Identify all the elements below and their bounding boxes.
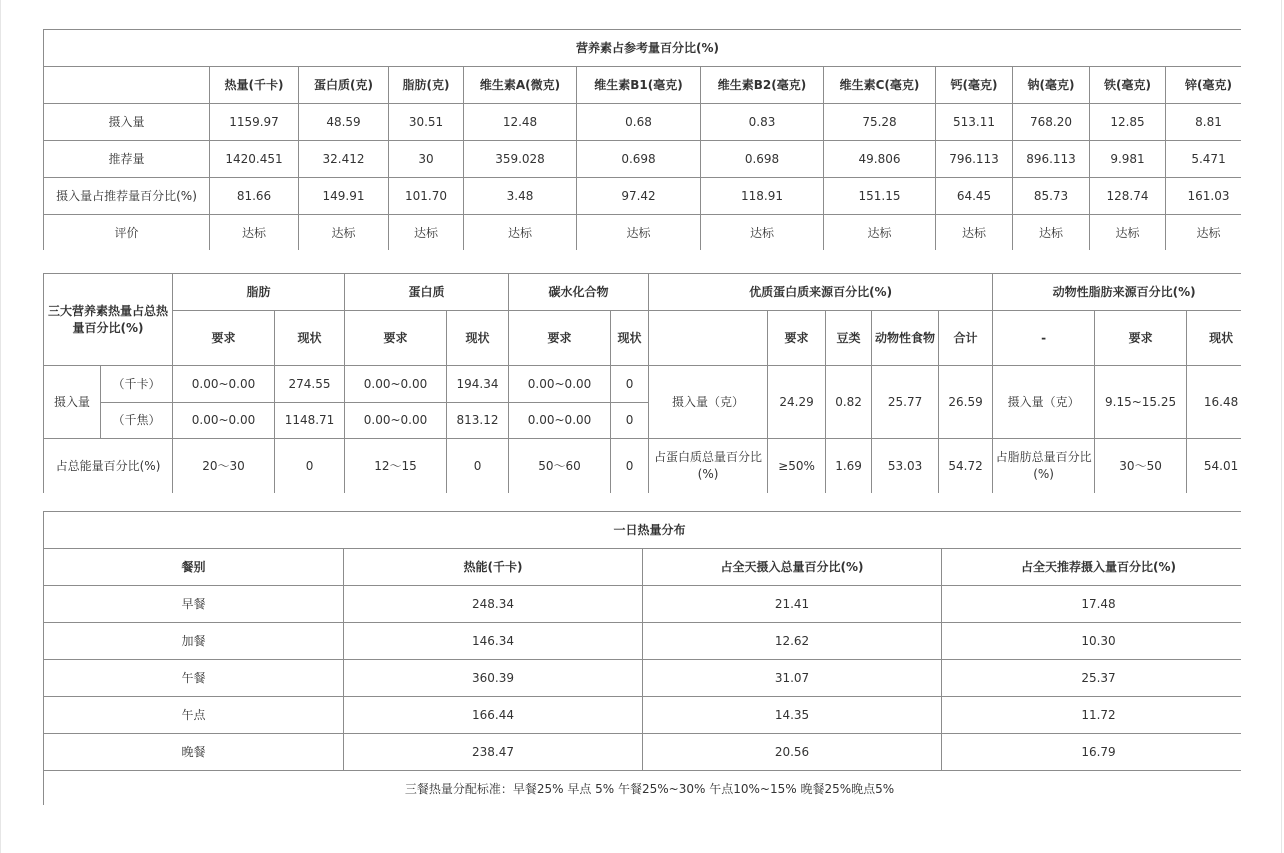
requirement-header: 要求 [509, 311, 611, 366]
table-cell: 75.28 [824, 104, 936, 141]
unit-label: （千焦） [101, 403, 173, 439]
current-header: 现状 [1187, 311, 1241, 366]
table-cell: 12～15 [345, 439, 447, 494]
table-cell: 0.00~0.00 [509, 366, 611, 403]
table-cell: 17.48 [942, 586, 1242, 623]
distribution-standard-note: 三餐热量分配标准：早餐25% 早点 5% 午餐25%~30% 午点10%~15% 晚餐25%晚点5% [44, 771, 1242, 806]
table-cell: 0 [611, 403, 649, 439]
table-cell: 97.42 [577, 178, 701, 215]
header-cell: 锌(毫克) [1166, 67, 1242, 104]
table-cell: 238.47 [344, 734, 643, 771]
table-title: 一日热量分布 [44, 512, 1242, 549]
meal-label: 加餐 [44, 623, 344, 660]
row-label: 摄入量占推荐量百分比(%) [44, 178, 210, 215]
table-cell: 50～60 [509, 439, 611, 494]
requirement-header: 要求 [345, 311, 447, 366]
fat-header: 脂肪 [173, 274, 345, 311]
header-row [44, 67, 1242, 104]
header-cell: 维生素A(微克) [464, 67, 577, 104]
table-cell: 194.34 [447, 366, 509, 403]
table-cell: 128.74 [1090, 178, 1166, 215]
table-cell: 达标 [1166, 215, 1242, 251]
table-cell: 11.72 [942, 697, 1242, 734]
table-cell: 26.59 [939, 366, 993, 439]
table-cell: 达标 [389, 215, 464, 251]
table-cell: 360.39 [344, 660, 643, 697]
nutrient-reference-table [43, 29, 1241, 250]
table-row [44, 178, 1242, 215]
header-cell [44, 67, 210, 104]
table-cell: 达标 [936, 215, 1013, 251]
quality-protein-header: 优质蛋白质来源百分比(%) [649, 274, 993, 311]
macronutrient-section [43, 273, 1241, 493]
meal-label: 晚餐 [44, 734, 344, 771]
header-cell: 钠(毫克) [1013, 67, 1090, 104]
table-cell: 54.01 [1187, 439, 1241, 494]
unit-label: （千卡） [101, 366, 173, 403]
table-cell: 274.55 [275, 366, 345, 403]
table-cell: 达标 [701, 215, 824, 251]
table-cell: 248.34 [344, 586, 643, 623]
header-cell: 占全天推荐摄入量百分比(%) [942, 549, 1242, 586]
daily-energy-section [43, 511, 1241, 805]
row-label: 摄入量 [44, 104, 210, 141]
table-cell: 768.20 [1013, 104, 1090, 141]
header-cell: 蛋白质(克) [299, 67, 389, 104]
header-cell: 餐别 [44, 549, 344, 586]
table-cell: 0 [275, 439, 345, 494]
table-cell: 85.73 [1013, 178, 1090, 215]
current-header: 现状 [611, 311, 649, 366]
table-row [44, 215, 1242, 251]
header-cell: 维生素B2(毫克) [701, 67, 824, 104]
table-cell: 0 [447, 439, 509, 494]
animal-food-header: 动物性食物 [872, 311, 939, 366]
requirement-header: 要求 [1095, 311, 1187, 366]
table-cell: 达标 [824, 215, 936, 251]
table-cell: 3.48 [464, 178, 577, 215]
meal-label: 午餐 [44, 660, 344, 697]
table-cell: 513.11 [936, 104, 1013, 141]
table-cell: 53.03 [872, 439, 939, 494]
table-cell: 0.00~0.00 [345, 403, 447, 439]
table-cell: 166.44 [344, 697, 643, 734]
header-cell: 脂肪(克) [389, 67, 464, 104]
header-cell: 热能(千卡) [344, 549, 643, 586]
nutrient-percentage-section [43, 29, 1241, 250]
requirement-header: 要求 [768, 311, 826, 366]
header-row [44, 549, 1242, 586]
table-cell: 0.00~0.00 [173, 403, 275, 439]
table-cell: 24.29 [768, 366, 826, 439]
table-cell: 达标 [210, 215, 299, 251]
table-cell: 10.30 [942, 623, 1242, 660]
table-cell: 0.68 [577, 104, 701, 141]
row-label: 摄入量（克） [993, 366, 1095, 439]
current-header: 现状 [275, 311, 345, 366]
header-cell: 热量(千卡) [210, 67, 299, 104]
table-row [44, 366, 1242, 403]
table-cell: 149.91 [299, 178, 389, 215]
table-cell: 48.59 [299, 104, 389, 141]
table-cell: 达标 [299, 215, 389, 251]
intake-label: 摄入量 [44, 366, 101, 439]
table-cell: 0.00~0.00 [173, 366, 275, 403]
meal-label: 午点 [44, 697, 344, 734]
header-cell: 维生素B1(毫克) [577, 67, 701, 104]
table-cell: 16.79 [942, 734, 1242, 771]
table-cell: 0 [611, 439, 649, 494]
table-cell: 64.45 [936, 178, 1013, 215]
table-cell: 31.07 [643, 660, 942, 697]
table-cell: 1148.71 [275, 403, 345, 439]
table-cell: 161.03 [1166, 178, 1242, 215]
table-cell: 12.85 [1090, 104, 1166, 141]
table-cell: 30 [389, 141, 464, 178]
table-cell: 0 [611, 366, 649, 403]
table-cell: 达标 [464, 215, 577, 251]
table-row [44, 586, 1242, 623]
table-cell: 14.35 [643, 697, 942, 734]
table-cell: 101.70 [389, 178, 464, 215]
table-cell: 0.82 [826, 366, 872, 439]
table-cell: 25.77 [872, 366, 939, 439]
carb-header: 碳水化合物 [509, 274, 649, 311]
table-cell: 146.34 [344, 623, 643, 660]
dash-header: - [993, 311, 1095, 366]
row-label: 评价 [44, 215, 210, 251]
table-cell: 0.698 [577, 141, 701, 178]
table-cell: 359.028 [464, 141, 577, 178]
table-cell: 54.72 [939, 439, 993, 494]
table-cell: 16.48 [1187, 366, 1241, 439]
table-cell: 25.37 [942, 660, 1242, 697]
table-cell: 796.113 [936, 141, 1013, 178]
requirement-header: 要求 [173, 311, 275, 366]
meal-label: 早餐 [44, 586, 344, 623]
macronutrient-energy-table [43, 273, 1241, 493]
protein-header: 蛋白质 [345, 274, 509, 311]
table-title: 营养素占参考量百分比(%) [44, 30, 1242, 67]
corner-header: 三大营养素热量占总热量百分比(%) [44, 274, 173, 366]
row-label: 占总能量百分比(%) [44, 439, 173, 494]
table-cell: 达标 [577, 215, 701, 251]
table-cell: 151.15 [824, 178, 936, 215]
table-cell: 0.83 [701, 104, 824, 141]
table-row [44, 141, 1242, 178]
table-cell: 5.471 [1166, 141, 1242, 178]
table-cell: 81.66 [210, 178, 299, 215]
table-cell: 1420.451 [210, 141, 299, 178]
row-label: 推荐量 [44, 141, 210, 178]
table-cell: 896.113 [1013, 141, 1090, 178]
row-label: 摄入量（克） [649, 366, 768, 439]
table-cell: 813.12 [447, 403, 509, 439]
table-cell: 9.15~15.25 [1095, 366, 1187, 439]
table-row [44, 623, 1242, 660]
table-cell: 12.62 [643, 623, 942, 660]
daily-energy-table [43, 511, 1241, 805]
table-row [44, 439, 1242, 494]
table-cell: 1159.97 [210, 104, 299, 141]
beans-header: 豆类 [826, 311, 872, 366]
table-cell: 1.69 [826, 439, 872, 494]
table-cell: 达标 [1013, 215, 1090, 251]
table-cell: 8.81 [1166, 104, 1242, 141]
row-label: 占脂肪总量百分比(%) [993, 439, 1095, 494]
table-row [44, 697, 1242, 734]
header-cell: 占全天摄入总量百分比(%) [643, 549, 942, 586]
table-cell: 20.56 [643, 734, 942, 771]
table-cell: 0.00~0.00 [345, 366, 447, 403]
table-cell: 达标 [1090, 215, 1166, 251]
table-cell: 9.981 [1090, 141, 1166, 178]
table-cell: 32.412 [299, 141, 389, 178]
table-cell: 12.48 [464, 104, 577, 141]
table-cell: 49.806 [824, 141, 936, 178]
current-header: 现状 [447, 311, 509, 366]
empty-header [649, 311, 768, 366]
table-row [44, 660, 1242, 697]
total-header: 合计 [939, 311, 993, 366]
table-cell: ≥50% [768, 439, 826, 494]
header-cell: 铁(毫克) [1090, 67, 1166, 104]
table-cell: 0.698 [701, 141, 824, 178]
table-cell: 0.00~0.00 [509, 403, 611, 439]
table-cell: 20～30 [173, 439, 275, 494]
header-cell: 维生素C(毫克) [824, 67, 936, 104]
header-cell: 钙(毫克) [936, 67, 1013, 104]
table-cell: 21.41 [643, 586, 942, 623]
animal-fat-header: 动物性脂肪来源百分比(%) [993, 274, 1241, 311]
table-row [44, 734, 1242, 771]
table-row [44, 104, 1242, 141]
row-label: 占蛋白质总量百分比(%) [649, 439, 768, 494]
table-cell: 30～50 [1095, 439, 1187, 494]
table-cell: 118.91 [701, 178, 824, 215]
table-cell: 30.51 [389, 104, 464, 141]
